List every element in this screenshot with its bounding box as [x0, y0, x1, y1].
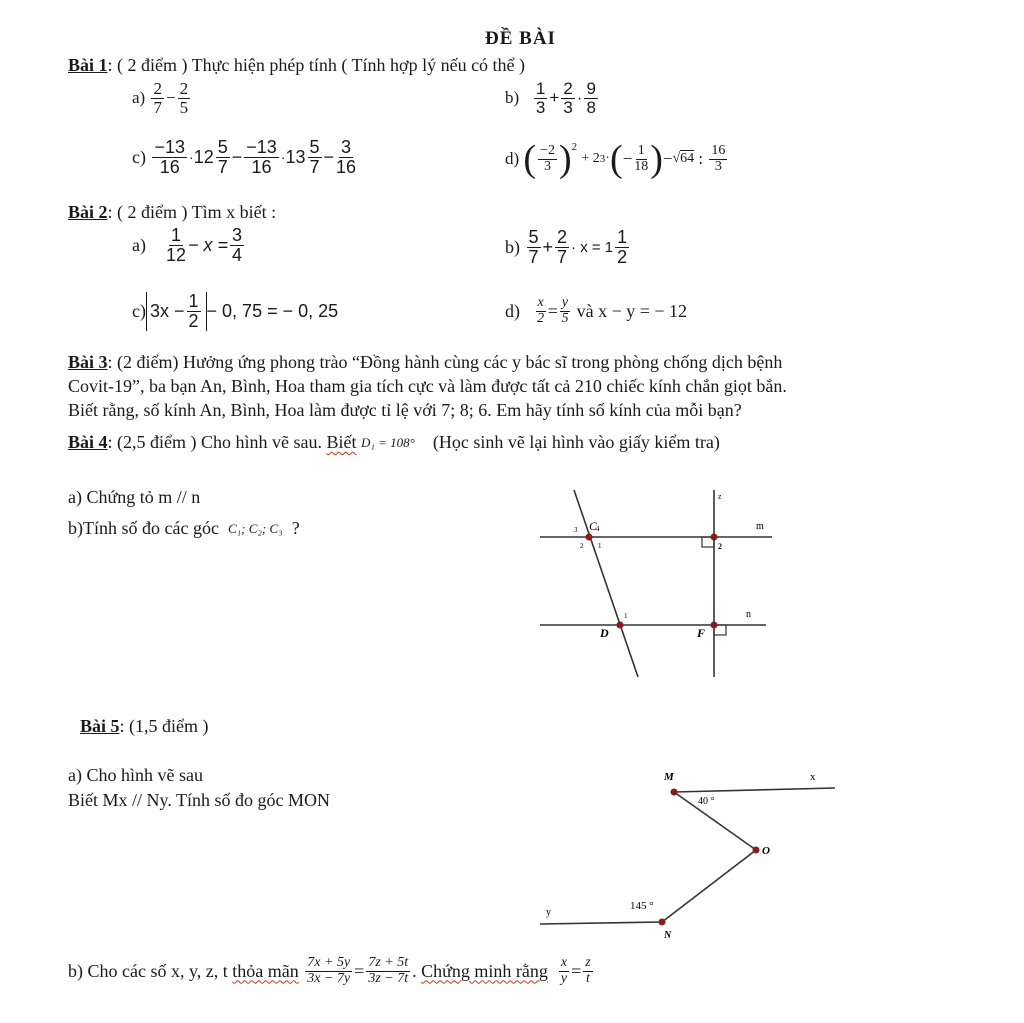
- bai5-figure: [530, 760, 850, 945]
- point-d: [617, 622, 624, 629]
- page-title: ĐỀ BÀI: [485, 28, 556, 49]
- given-angle: D₁ = 108°: [361, 434, 415, 450]
- point-f: [711, 622, 718, 629]
- bai4-heading: Bài 4: [68, 432, 108, 452]
- ray-mx: [674, 788, 835, 792]
- ray-ny: [540, 922, 662, 924]
- fraction: $\frac{9}{8}$: [586, 79, 596, 117]
- label-d: D: [600, 626, 609, 640]
- fraction: $\frac{z}{t}$: [585, 955, 591, 986]
- segment-on: [662, 850, 756, 922]
- bai1-d-label: d): [505, 149, 520, 168]
- bai5-question-a2: Biết Mx // Ny. Tính số đo góc MON: [68, 790, 331, 810]
- fraction: $\frac{1}{12}$: [165, 225, 187, 265]
- bai2-b: b) $\frac{5}{7}$ + $\frac{2}{7}$ · x = 1 $\frac{1}{2}$: [505, 227, 628, 267]
- bai5-question-b: b) Cho các số x, y, z, t thỏa mãn $\frac{7x + 5y}{3x - 7y}$ = $\frac{7z + 5t}{3z - 7t}$ . Chứng minh rằng $\frac{x}{y}$ = $\frac{z}{t}$: [68, 955, 591, 986]
- bai2-d: d) $\frac{x}{2}$ = $\frac{y}{5}$ và x − y = − 12: [505, 295, 688, 326]
- angle-n-label: 145 °: [630, 900, 654, 912]
- label-x: x: [810, 771, 816, 783]
- fraction: $\frac{5}{7}$: [528, 227, 539, 267]
- fraction: $\frac{x}{2}$: [537, 295, 545, 326]
- bai1-b-label: b): [505, 88, 520, 108]
- point-c: [586, 534, 593, 541]
- label-c1: 1: [598, 542, 602, 550]
- fraction: $\frac{5}{7}$: [217, 137, 228, 177]
- bai2-desc: : ( 2 điểm ) Tìm x biết :: [107, 202, 277, 222]
- fraction: $\frac{7z + 5t}{3z - 7t}$: [368, 955, 409, 986]
- label-f: F: [697, 626, 706, 640]
- label-n: n: [746, 609, 751, 620]
- bai3-line2: Covit-19”, ba bạn An, Bình, Hoa tham gia tích cực và làm được tất cả 210 chiếc kính chắn giọt bắn.: [68, 376, 787, 396]
- fraction: $\frac{2}{5}$: [179, 79, 189, 117]
- fraction: $\frac{16}{3}$: [711, 142, 726, 174]
- label-d1: 1: [624, 612, 628, 620]
- absolute-value: 3x − $\frac{1}{2}$: [146, 292, 207, 331]
- bai4-question-b: b)Tính số đo các góc C₁; C₂; C₃ ?: [68, 518, 300, 538]
- label-c: C: [589, 519, 598, 533]
- fraction: $\frac{-13}{16}$: [246, 137, 277, 177]
- bai1-heading-line: [68, 55, 525, 76]
- bai5-heading-line: Bài 5: (1,5 điểm ): [80, 716, 209, 736]
- fraction: $\frac{-2}{3}$: [540, 142, 555, 174]
- bai1-desc: : ( 2 điểm ) Thực hiện phép tính ( Tính hợp lý nếu có thể ): [107, 55, 526, 75]
- fraction: $\frac{3}{16}$: [336, 137, 357, 177]
- fraction: $\frac{3}{4}$: [232, 225, 243, 265]
- fraction: $\frac{7x + 5y}{3x - 7y}$: [307, 955, 351, 986]
- fraction: $\frac{5}{7}$: [309, 137, 320, 177]
- label-n: N: [664, 930, 672, 941]
- bai4-heading-line: Bài 4 : (2,5 điểm ) Cho hình vẽ sau. Biết D₁ = 108° (Học sinh vẽ lại hình vào giấy kiểm tra): [68, 432, 720, 452]
- fraction: $\frac{y}{5}$: [561, 295, 569, 326]
- bai2-c-label: c): [132, 300, 146, 321]
- bai1-heading: Bài 1: [68, 55, 108, 75]
- point-m: [671, 789, 678, 796]
- bai1-a: a) $\frac{2}{7}$ − $\frac{2}{5}$: [132, 79, 189, 117]
- fraction: $\frac{1}{3}$: [535, 79, 546, 117]
- label-c4: 4: [596, 525, 600, 533]
- bai4-note: (Học sinh vẽ lại hình vào giấy kiểm tra): [432, 432, 720, 452]
- fraction: $\frac{-13}{16}$: [154, 137, 186, 177]
- bai5-heading: Bài 5: [80, 716, 120, 736]
- label-m: m: [756, 521, 764, 532]
- label-c3: 3: [574, 526, 578, 534]
- transversal-line: [574, 490, 638, 677]
- bai4-question-a: a) Chứng tỏ m // n: [68, 487, 201, 507]
- fraction: $\frac{x}{y}$: [560, 955, 568, 986]
- bai4-figure: [530, 485, 780, 685]
- bai3-heading: Bài 3: [68, 352, 108, 372]
- bai1-a-label: a): [132, 88, 146, 108]
- bai2-d-label: d): [505, 300, 520, 321]
- point-e: [711, 534, 718, 541]
- point-n: [659, 919, 666, 926]
- label-m: M: [664, 771, 674, 783]
- bai1-c-label: c): [132, 146, 146, 167]
- bai2-heading: Bài 2: [68, 202, 108, 222]
- label-o: O: [762, 845, 770, 857]
- fraction: $\frac{2}{3}$: [563, 79, 573, 117]
- point-o: [753, 847, 760, 854]
- fraction: $\frac{1}{2}$: [188, 291, 199, 331]
- bai2-b-label: b): [505, 236, 520, 257]
- fraction: $\frac{1}{2}$: [617, 227, 628, 267]
- bai3-line3: Biết rằng, số kính An, Bình, Hoa làm được tỉ lệ với 7; 8; 6. Em hãy tính số kính của mỗi bạn?: [68, 400, 742, 420]
- fraction: $\frac{1}{18}$: [634, 142, 649, 174]
- bai2-c: c) 3x − $\frac{1}{2}$ − 0, 75 = − 0, 25: [132, 291, 339, 331]
- bai2-a-label: a): [132, 234, 146, 255]
- fraction: $\frac{2}{7}$: [557, 227, 568, 267]
- bai2-a: a) $\frac{1}{12}$ − x = $\frac{3}{4}$: [132, 225, 243, 265]
- bai1-c: c) $\frac{-13}{16}$ · 12 $\frac{5}{7}$ − $\frac{-13}{16}$ · 13 $\frac{5}{7}$ − $\frac{3}{16}$: [132, 137, 357, 177]
- label-y: y: [546, 907, 551, 918]
- bai1-d: d) ( $\frac{-2}{3}$ ) 2 + 2 3 · ( − $\frac{1}{18}$ ) − √64 : $\frac{16}{3}$: [505, 138, 726, 180]
- bai5-question-a: a) Cho hình vẽ sau: [68, 765, 203, 785]
- bai1-b: b) $\frac{1}{3}$ + $\frac{2}{3}$ · $\frac{9}{8}$: [505, 79, 596, 117]
- angle-m-label: 40 °: [698, 796, 715, 807]
- fraction: $\frac{2}{7}$: [153, 79, 162, 117]
- label-e2: 2: [718, 542, 722, 551]
- label-c2: 2: [580, 542, 584, 550]
- label-z: z: [718, 492, 722, 501]
- bai2-heading-line: [68, 202, 276, 223]
- bai3-line1: Bài 3: (2 điểm) Hưởng ứng phong trào “Đồng hành cùng các y bác sĩ trong phòng chống dịch bệnh: [68, 352, 783, 372]
- segment-mo: [674, 792, 756, 850]
